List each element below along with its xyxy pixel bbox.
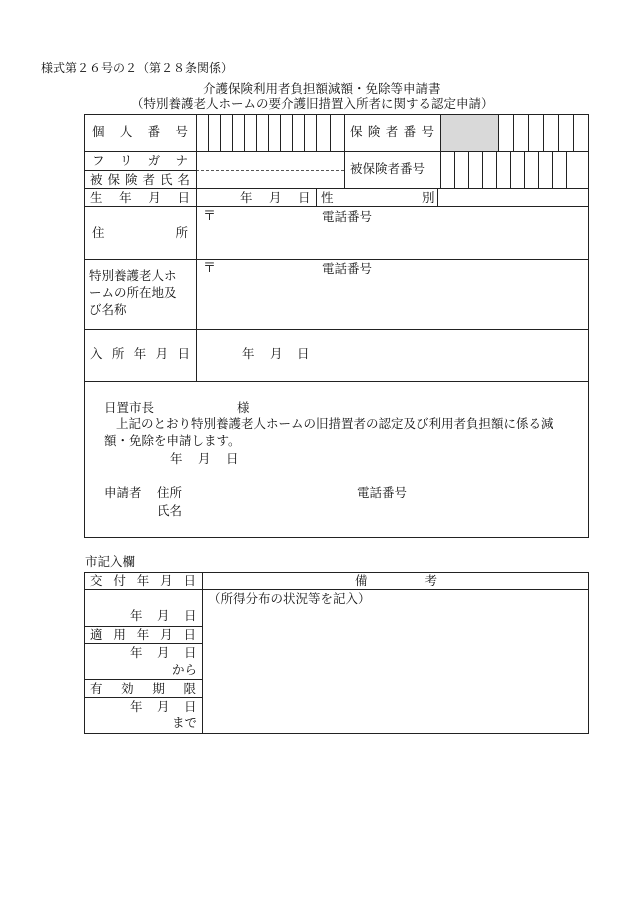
facility-label-line3: び名称 [89, 302, 127, 317]
declaration-line1: 上記のとおり特別養護老人ホームの旧措置者の認定及び利用者負担額に係る減 [116, 416, 554, 431]
kofu-year: 年 [130, 608, 143, 623]
hihokensha-bango-label: 被保険者番号 [350, 161, 426, 176]
form-subtitle: （特別養護老人ホームの要介護旧措置入所者に関する認定申請） [131, 96, 494, 111]
betsu-label: 別 [422, 190, 435, 205]
kojin-bango-label: 個 人 番 号 [92, 124, 188, 139]
facility-tel-label: 電話番号 [322, 261, 373, 276]
biko-label: 備 考 [355, 573, 437, 588]
decl-month: 月 [198, 451, 211, 466]
yuko-label: 有 効 期 限 [90, 681, 196, 696]
nyusho-label: 入 所 年 月 日 [90, 346, 190, 361]
yuko-day: 日 [184, 699, 197, 714]
made-label: まで [172, 715, 198, 730]
postal-mark: 〒 [203, 209, 217, 224]
yuko-month: 月 [157, 699, 170, 714]
nyusho-day: 日 [297, 346, 310, 361]
address-tel-label: 電話番号 [322, 209, 373, 224]
tekiyo-month: 月 [157, 645, 170, 660]
decl-year: 年 [170, 451, 183, 466]
nyusho-month: 月 [270, 346, 283, 361]
declaration-line2: 額・免除を申請します。 [104, 433, 241, 448]
hihokensha-shimei-label: 被 保 険 者 氏 名 [90, 172, 190, 187]
sex-label: 性 [321, 190, 334, 205]
birth-year: 年 [240, 190, 253, 205]
birth-day: 日 [298, 190, 311, 205]
city-section-title: 市記入欄 [85, 554, 136, 569]
applicant-label: 申請者 [104, 485, 142, 500]
kofu-month: 月 [157, 608, 170, 623]
tekiyo-label: 適 用 年 月 日 [90, 627, 196, 642]
jusho-label: 住 所 [92, 225, 188, 240]
facility-label-line2: ームの所在地及 [89, 285, 177, 300]
tekiyo-year: 年 [130, 645, 143, 660]
facility-postal-mark: 〒 [203, 261, 217, 276]
biko-note: （所得分布の状況等を記入） [208, 591, 371, 606]
yuko-year: 年 [130, 699, 143, 714]
addressee: 日置市長 [104, 400, 155, 415]
kara-label: から [172, 662, 198, 677]
nyusho-year: 年 [242, 346, 255, 361]
kofu-label: 交 付 年 月 日 [90, 573, 196, 588]
tekiyo-day: 日 [184, 645, 197, 660]
applicant-name-label: 氏名 [157, 503, 183, 518]
facility-label-line1: 特別養護老人ホ [89, 268, 177, 283]
kofu-day: 日 [184, 608, 197, 623]
decl-day: 日 [226, 451, 239, 466]
furigana-label: フ リ ガ ナ [92, 153, 188, 168]
form-number: 様式第２６号の２（第２８条関係） [41, 61, 234, 75]
applicant-address-label: 住所 [157, 485, 183, 500]
applicant-tel-label: 電話番号 [357, 485, 408, 500]
seinengappi-label: 生 年 月 日 [90, 190, 190, 205]
hokensha-bango-label: 保 険 者 番 号 [350, 124, 434, 139]
sama: 様 [237, 400, 250, 415]
form-title: 介護保険利用者負担額減額・免除等申請書 [203, 81, 441, 96]
birth-month: 月 [269, 190, 282, 205]
